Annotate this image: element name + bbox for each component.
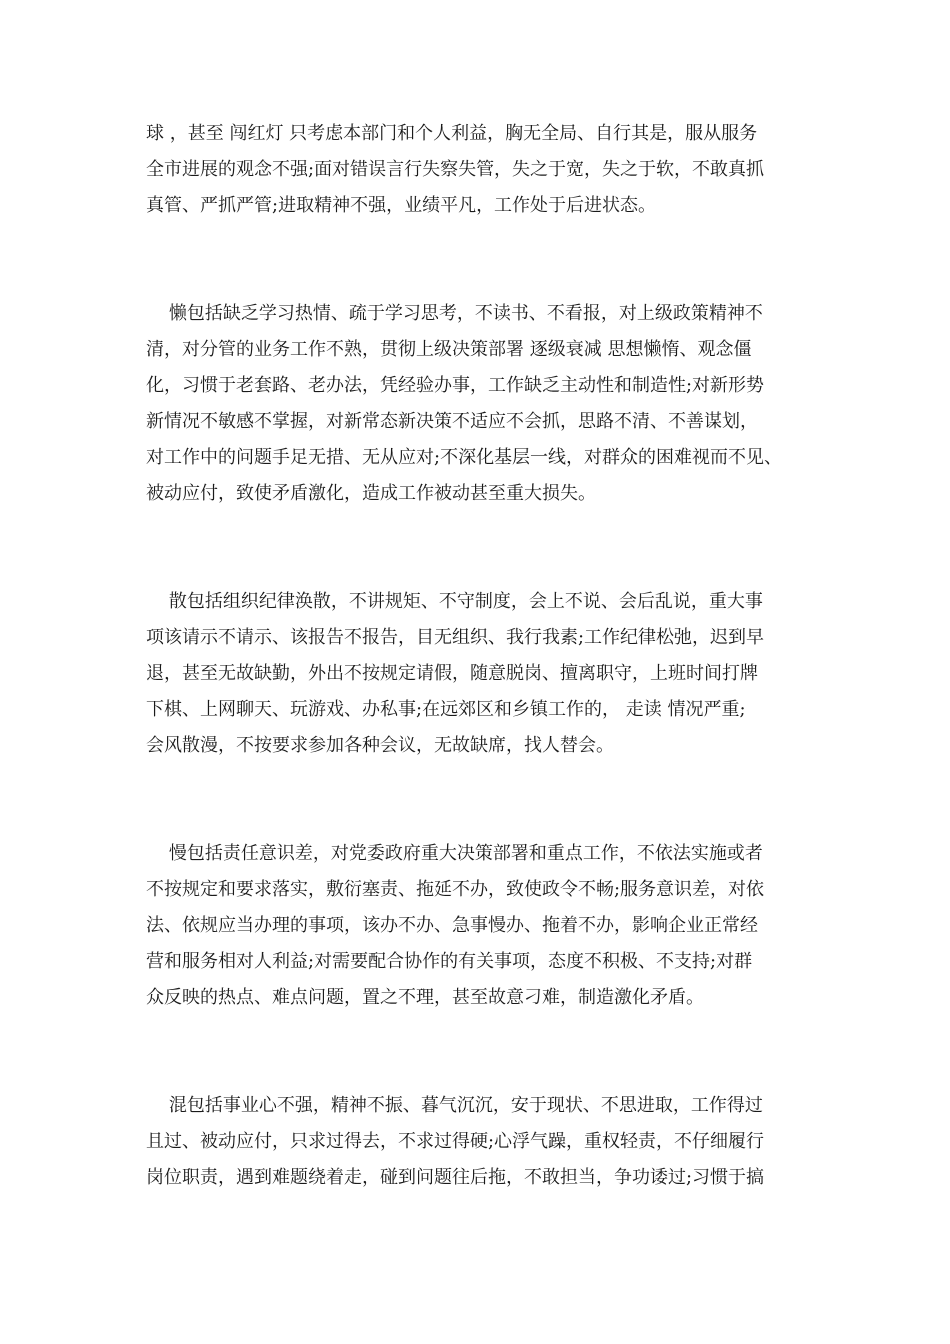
text-line: 化，习惯于老套路、老办法，凭经验办事，工作缺乏主动性和制造性;对新形势 [146, 375, 765, 396]
text-line: 混包括事业心不强，精神不振、暮气沉沉，安于现状、不思进取，工作得过 [146, 1095, 763, 1116]
text-line: 对工作中的问题手足无措、无从应对;不深化基层一线，对群众的困难视而不见、 [146, 447, 783, 468]
text-line: 真管、严抓严管;进取精神不强，业绩平凡，工作处于后进状态。 [146, 195, 657, 216]
text-line: 退，甚至无故缺勤，外出不按规定请假，随意脱岗、擅离职守，上班时间打牌 [146, 663, 758, 684]
text-line: 球 ，甚至 闯红灯 只考虑本部门和个人利益，胸无全局、自行其是，服从服务 [146, 123, 758, 144]
text-line: 法、依规应当办理的事项，该办不办、急事慢办、拖着不办，影响企业正常经 [146, 915, 758, 936]
text-line: 且过、被动应付，只求过得去，不求过得硬;心浮气躁，重权轻责，不仔细履行 [146, 1131, 765, 1152]
paragraph-continuation [146, 116, 826, 224]
text-line: 营和服务相对人利益;对需要配合协作的有关事项，态度不积极、不支持;对群 [146, 951, 753, 972]
text-line: 全市进展的观念不强;面对错误言行失察失管，失之于宽，失之于软，不敢真抓 [146, 159, 765, 180]
text-line: 岗位职责，遇到难题绕着走，碰到问题往后拖，不敢担当，争功诿过;习惯于搞 [146, 1167, 765, 1188]
paragraph-lan [146, 296, 826, 512]
text-line: 会风散漫，不按要求参加各种会议，无故缺席，找人替会。 [146, 735, 614, 756]
text-line: 散包括组织纪律涣散，不讲规矩、不守制度，会上不说、会后乱说，重大事 [146, 591, 763, 612]
paragraph-san [146, 584, 826, 764]
text-line: 懒包括缺乏学习热情、疏于学习思考，不读书、不看报，对上级政策精神不 [146, 303, 763, 324]
text-line: 下棋、上网聊天、玩游戏、办私事;在远郊区和乡镇工作的， 走读 情况严重; [146, 699, 746, 720]
text-line: 不按规定和要求落实，敷衍塞责、拖延不办，致使政令不畅;服务意识差，对依 [146, 879, 765, 900]
text-line: 项该请示不请示、该报告不报告，目无组织、我行我素;工作纪律松弛，迟到早 [146, 627, 765, 648]
text-line: 被动应付，致使矛盾激化，造成工作被动甚至重大损失。 [146, 483, 596, 504]
text-line: 清，对分管的业务工作不熟，贯彻上级决策部署 逐级衰减 思想懒惰、观念僵 [146, 339, 752, 360]
text-line: 慢包括责任意识差，对党委政府重大决策部署和重点工作，不依法实施或者 [146, 843, 763, 864]
text-line: 新情况不敏感不掌握，对新常态新决策不适应不会抓，思路不清、不善谋划， [146, 411, 758, 432]
paragraph-man [146, 836, 826, 1016]
paragraph-hun [146, 1088, 826, 1196]
text-line: 众反映的热点、难点问题，置之不理，甚至故意刁难，制造激化矛盾。 [146, 987, 704, 1008]
